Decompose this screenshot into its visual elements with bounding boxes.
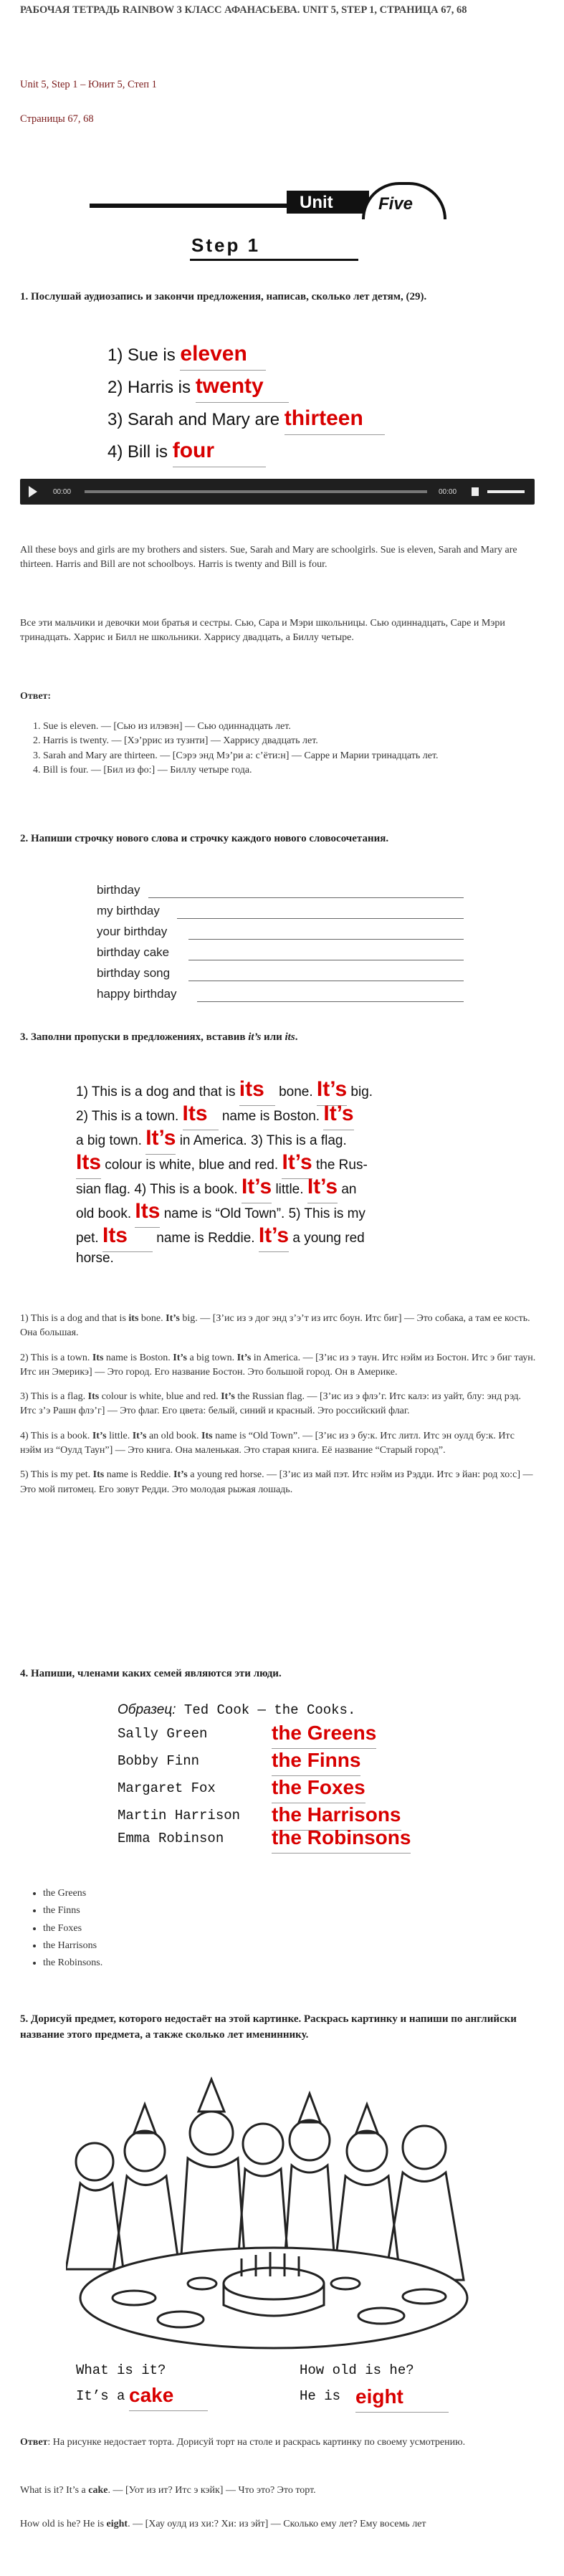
family-answer: the Foxes bbox=[272, 1773, 365, 1803]
family-name: Sally Green bbox=[118, 1726, 208, 1742]
fill-10: Its bbox=[135, 1196, 160, 1228]
family-answer: the Greens bbox=[272, 1719, 376, 1749]
task4-title: 4. Напиши, членами каких семей являются эти люди. bbox=[20, 1668, 282, 1679]
sample-label: Образец: bbox=[118, 1702, 176, 1717]
answer-2-prefix: He is bbox=[300, 2388, 341, 2404]
unit-number: Five bbox=[378, 194, 414, 214]
audio-player[interactable] bbox=[20, 479, 535, 505]
task1-answer-list bbox=[20, 720, 537, 778]
fill-1: its bbox=[239, 1074, 275, 1106]
fill-7: It’s bbox=[282, 1147, 312, 1179]
task5-qa-2: How old is he? He is eight. — [Хау оулд из хи:? Хи: из эйт] — Сколько ему лет? Ему восемь лет bbox=[20, 2519, 426, 2529]
step-heading: Step 1 bbox=[191, 234, 261, 256]
list-item: • the Robinsons. bbox=[43, 1956, 102, 1970]
task3-answer-4: 4) This is a book. It’s little. It’s an old book. Its name is “Old Town”. — [З’ис из э бу:к. Итс литл. Итс эн оулд бу:к. Итс нэйм из “Оулд Таун”] — Это книга. Она маленькая. Это старая книга. Её название “Старый город”. bbox=[20, 1430, 515, 1456]
task5-exercise bbox=[76, 2361, 477, 2418]
task2-exercise bbox=[97, 882, 469, 1011]
volume-icon[interactable] bbox=[472, 487, 479, 496]
fill-4: It’s bbox=[323, 1098, 353, 1130]
pages-label: Страницы 67, 68 bbox=[20, 113, 94, 125]
fill-5: It’s bbox=[145, 1122, 176, 1155]
task1-answer-4: four bbox=[173, 435, 266, 467]
task1-answer-label: Ответ: bbox=[20, 691, 52, 702]
word-line-4: birthday cake bbox=[97, 945, 170, 959]
seek-bar[interactable] bbox=[85, 490, 427, 493]
party-drawing bbox=[66, 2069, 482, 2355]
unit-banner bbox=[90, 162, 455, 262]
answer-2: eight bbox=[355, 2382, 449, 2413]
question-2: How old is he? bbox=[300, 2362, 414, 2378]
task1-line-3: 3) Sarah and Mary are thirteen bbox=[107, 403, 385, 435]
list-item: • the Finns bbox=[43, 1904, 102, 1918]
list-item: 3. Sarah and Mary are thirteen. — [Сэрэ энд Мэ’ри а: с’ёти:н] — Сарре и Марии тринадцать лет. bbox=[43, 749, 537, 763]
question-1: What is it? bbox=[76, 2362, 166, 2378]
family-name: Martin Harrison bbox=[118, 1808, 241, 1823]
family-answer: the Robinsons bbox=[272, 1823, 411, 1854]
task3-answer-5: 5) This is my pet. Its name is Reddie. It’s a young red horse. — [З’ис из май пэт. Итс нэйм из Рэдди. Итс э йан: род хо:с] — Это мой питомец. Его зовут Редди. Это молодая рыжая лошадь. bbox=[20, 1469, 533, 1495]
task3-title: 3. Заполни пропуски в предложениях, вставив it’s или its. bbox=[20, 1031, 298, 1043]
list-item: 2. Harris is twenty. — [Хэ’ррис из тузнти] — Харрису двадцать лет. bbox=[43, 734, 537, 748]
task3-exercise: 1) This is a dog and that is its bone. It’s big. 2) This is a town. Its name is Boston. It’s a big town. It’s in America. 3) This is a flag. Its colour is white, blue and red. It’s the Rus- sian flag. 4) This is a book. It’s little. It’s an old book. Its name is “Old Town”. 5) This is my pet. Its name is Reddie. It’s a young red horse. bbox=[76, 1068, 484, 1276]
task5-answer: Ответ: На рисунке недостает торта. Дорисуй торт на столе и раскрась картинку по своему усмотрению. bbox=[20, 2437, 466, 2448]
task1-text-en: All these boys and girls are my brothers and sisters. Sue, Sarah and Mary are schoolgirls. Sue is eleven, Sarah and Mary are thirteen. Harris and Bill are not schoolboys. Harris is twenty and Bill is four. bbox=[20, 545, 517, 571]
fill-9: It’s bbox=[307, 1171, 338, 1203]
task5-qa-1: What is it? It’s a cake. — [Уот из ит? Итс э кэйк] — Что это? Это торт. bbox=[20, 2485, 316, 2496]
family-name: Margaret Fox bbox=[118, 1780, 216, 1796]
fill-8: It’s bbox=[242, 1171, 272, 1203]
family-name: Emma Robinson bbox=[118, 1831, 224, 1846]
list-item: 1. Sue is eleven. — [Сью из илэвэн] — Сью одиннадцать лет. bbox=[43, 720, 537, 734]
fill-6: Its bbox=[76, 1147, 101, 1179]
page-title: РАБОЧАЯ ТЕТРАДЬ RAINBOW 3 КЛАСС АФАНАСЬЕВА. UNIT 5, STEP 1, СТРАНИЦА 67, 68 bbox=[20, 4, 467, 16]
answer-1-prefix: It’s a bbox=[76, 2388, 125, 2404]
breadcrumb[interactable]: Unit 5, Step 1 – Юнит 5, Степ 1 bbox=[20, 79, 157, 90]
task4-answer-list bbox=[20, 1886, 102, 1970]
play-icon[interactable] bbox=[29, 486, 37, 497]
task1-answer-3: thirteen bbox=[285, 403, 385, 435]
birthday-illustration bbox=[66, 2069, 482, 2355]
word-line-5: birthday song bbox=[97, 966, 171, 980]
task5-title: 5. Дорисуй предмет, которого недостаёт на этой картинке. Раскрась картинку и напиши по английски название этого предмета, а также сколько лет имениннику. bbox=[20, 2013, 517, 2041]
fill-11: Its bbox=[102, 1220, 153, 1252]
task3-answer-3: 3) This is a flag. Its colour is white, blue and red. It’s the Russian flag. — [З’ис из э флэ’г. Итс калэ: из уайт, блу: энд рэд. Итс з’э Рашн флэ’г] — Это флаг. Его цвета: белый, синий и красный. Это российский флаг. bbox=[20, 1391, 522, 1417]
task3-answer-2: 2) This is a town. Its name is Boston. It’s a big town. It’s in America. — [З’ис из э таун. Итс нэйм из Бостон. Итс э биг таун. Итс ин Эмерикэ] — Это город. Его название Бостон. Это большой город. Он в Америке. bbox=[20, 1352, 536, 1378]
fill-12: It’s bbox=[259, 1220, 289, 1252]
task1-answer-1: eleven bbox=[180, 338, 266, 371]
list-item: • the Greens bbox=[43, 1886, 102, 1901]
task1-text-ru: Все эти мальчики и девочки мои братья и сестры. Сью, Сара и Мэри школьницы. Сью одиннадцать, Саре и Мэри тринадцать. Харрис и Билл не школьники. Харрису двадцать, а Биллу четыре. bbox=[20, 618, 505, 644]
sample-text: Ted Cook — the Cooks. bbox=[183, 1702, 356, 1718]
task1-answer-2: twenty bbox=[196, 371, 289, 403]
task3-answers bbox=[20, 1312, 536, 1497]
word-line-2: my birthday bbox=[97, 904, 160, 917]
current-time: 00:00 bbox=[53, 488, 72, 496]
word-line-3: your birthday bbox=[97, 925, 168, 938]
fill-3: Its bbox=[183, 1098, 219, 1130]
family-answer: the Harrisons bbox=[272, 1800, 401, 1831]
task1-line-4: 4) Bill is four bbox=[107, 435, 266, 467]
task2-title: 2. Напиши строчку нового слова и строчку каждого нового словосочетания. bbox=[20, 833, 389, 844]
volume-slider[interactable] bbox=[487, 490, 525, 493]
word-line-1: birthday bbox=[97, 883, 140, 897]
task1-exercise bbox=[107, 338, 437, 467]
task1-title: 1. Послушай аудиозапись и закончи предложения, написав, сколько лет детям, (29). bbox=[20, 291, 427, 302]
answer-1: cake bbox=[129, 2381, 208, 2411]
task3-answer-1: 1) This is a dog and that is its bone. It’s big. — [З’ис из э дог энд з’э’т из итс боун. Итс биг] — Это собака, а там ее кость. Она большая. bbox=[20, 1313, 530, 1339]
task1-line-1: 1) Sue is eleven bbox=[107, 338, 266, 371]
family-answer: the Finns bbox=[272, 1746, 360, 1776]
duration: 00:00 bbox=[439, 488, 457, 496]
unit-label: Unit bbox=[300, 193, 333, 212]
list-item: • the Harrisons bbox=[43, 1939, 102, 1953]
task4-exercise bbox=[118, 1700, 476, 1851]
word-line-6: happy birthday bbox=[97, 987, 177, 1001]
task1-line-2: 2) Harris is twenty bbox=[107, 371, 289, 403]
list-item: • the Foxes bbox=[43, 1922, 102, 1936]
list-item: 4. Bill is four. — [Бил из фо:] — Биллу четыре года. bbox=[43, 763, 537, 778]
fill-2: It’s bbox=[317, 1074, 347, 1106]
family-name: Bobby Finn bbox=[118, 1753, 200, 1769]
